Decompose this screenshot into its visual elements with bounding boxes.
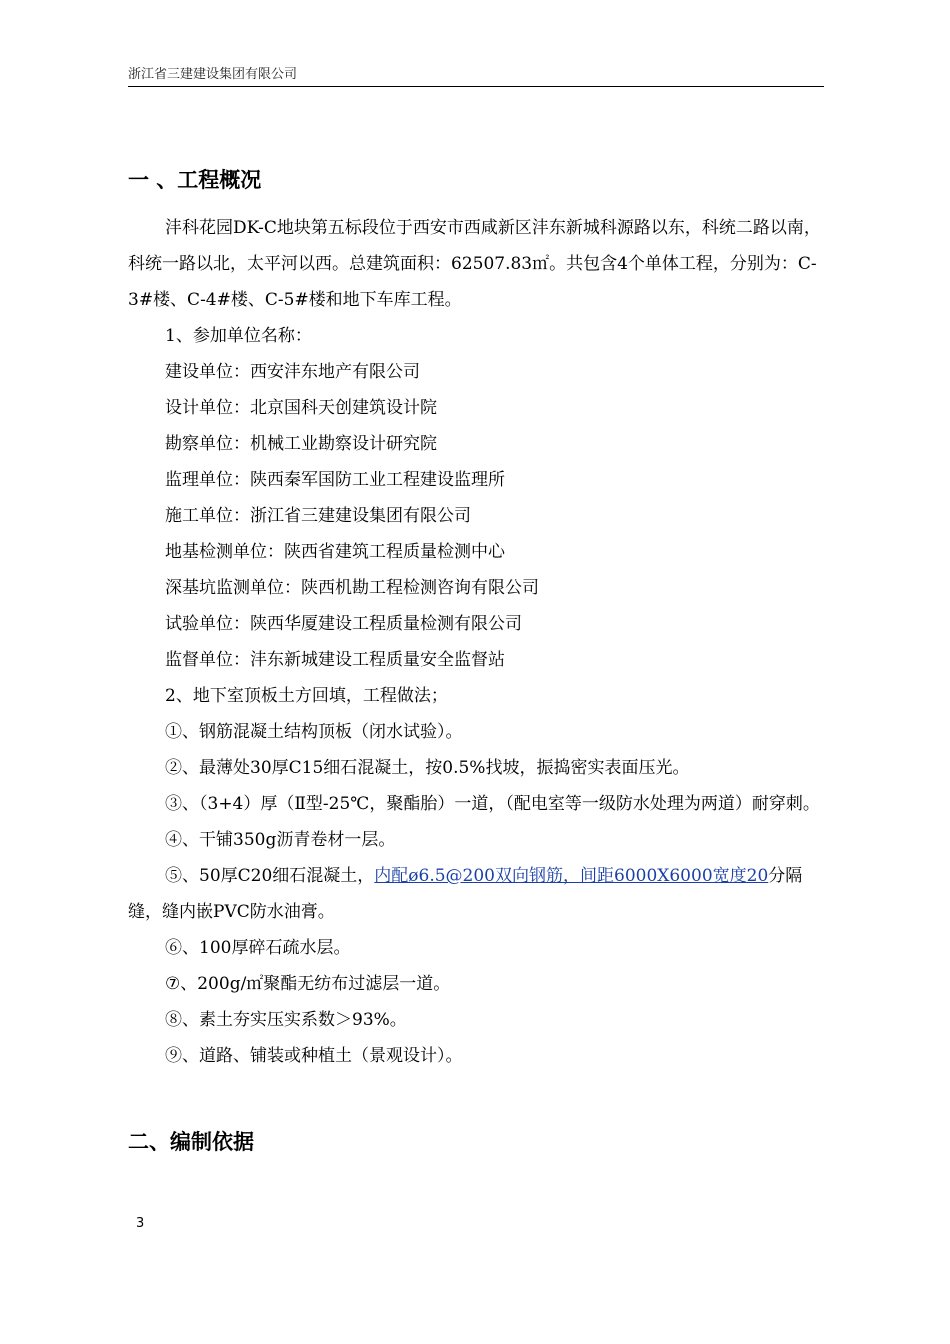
method-step-8: ⑧、素土夯实压实系数＞93%。 — [165, 1010, 407, 1030]
method-step-7: ⑦、200g/㎡聚酯无纺布过滤层一道。 — [165, 974, 451, 994]
header-company: 浙江省三建建设集团有限公司 — [128, 67, 298, 82]
unit-pit-monitoring: 深基坑监测单位：陕西机勘工程检测咨询有限公司 — [165, 578, 539, 598]
unit-construction: 建设单位：西安沣东地产有限公司 — [165, 362, 420, 382]
method-step-9: ⑨、道路、铺装或种植土（景观设计）。 — [165, 1046, 463, 1066]
unit-foundation-testing: 地基检测单位：陕西省建筑工程质量检测中心 — [165, 542, 505, 562]
overview-paragraph: 沣科花园DK-C地块第五标段位于西安市西咸新区沣东新城科源路以东，科统二路以南，科统一路以北，太平河以西。总建筑面积：62507.83㎡。共包含4个单体工程，分别为：C-3#楼、C-4#楼、C-5#楼和地下车库工程。 — [128, 218, 821, 310]
units-heading: 1、参加单位名称： — [165, 326, 312, 346]
method-heading: 2、地下室顶板土方回填，工程做法； — [165, 686, 448, 706]
unit-contractor: 施工单位：浙江省三建建设集团有限公司 — [165, 506, 471, 526]
method-step-4: ④、干铺350g沥青卷材一层。 — [165, 830, 396, 850]
unit-supervision: 监理单位：陕西秦军国防工业工程建设监理所 — [165, 470, 505, 490]
unit-testing: 试验单位：陕西华厦建设工程质量检测有限公司 — [165, 614, 522, 634]
method-step-5 — [128, 858, 828, 930]
unit-oversight: 监督单位：沣东新城建设工程质量安全监督站 — [165, 650, 505, 670]
unit-design: 设计单位：北京国科天创建筑设计院 — [165, 398, 437, 418]
method-step-5-link[interactable]: 内配ø6.5@200双向钢筋，间距6000X6000宽度20 — [374, 866, 769, 886]
method-step-2: ②、最薄处30厚C15细石混凝土，按0.5%找坡，振捣密实表面压光。 — [165, 758, 690, 778]
section-title-basis: 二、编制依据 — [128, 1129, 254, 1154]
page-number: 3 — [136, 1216, 145, 1231]
header-divider — [128, 86, 824, 87]
method-step-5-tail: 分隔缝，缝内嵌PVC防水油膏。 — [128, 866, 803, 922]
section-title-overview: 一 、工程概况 — [128, 167, 262, 192]
method-step-1: ①、钢筋混凝土结构顶板（闭水试验）。 — [165, 722, 463, 742]
method-step-5-text: ⑤、50厚C20细石混凝土， — [165, 866, 375, 886]
document-body — [128, 210, 828, 1074]
method-step-6: ⑥、100厚碎石疏水层。 — [165, 938, 351, 958]
method-step-3: ③、（3+4）厚（Ⅱ型-25℃，聚酯胎）一道，（配电室等一级防水处理为两道）耐穿刺。 — [165, 794, 820, 814]
unit-survey: 勘察单位：机械工业勘察设计研究院 — [165, 434, 437, 454]
